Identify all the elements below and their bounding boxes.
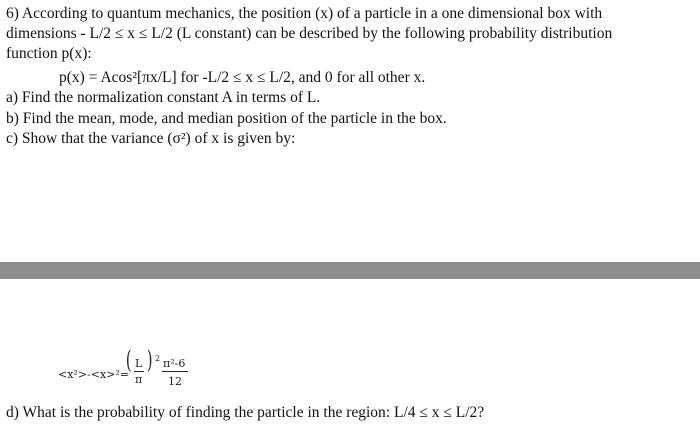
formula-left-paren: ( <box>125 346 132 374</box>
formula-fraction-bar <box>162 371 188 372</box>
formula-pi: π <box>135 373 143 386</box>
pdf-definition: p(x) = Acos²[πx/L] for -L/2 ≤ x ≤ L/2, and 0 for all other x. <box>59 69 426 86</box>
formula-L: L <box>135 357 143 370</box>
part-c: c) Show that the variance (σ²) of x is given by: <box>6 130 296 147</box>
formula-inner-fraction-bar <box>134 371 144 372</box>
part-d: d) What is the probability of finding the particle in the region: L/4 ≤ x ≤ L/2? <box>6 404 485 421</box>
formula-square: 2 <box>155 354 161 363</box>
formula-lhs: <x²>-<x>²= <box>58 368 130 381</box>
intro-line-3: function p(x): <box>6 45 92 62</box>
intro-line-1: 6) According to quantum mechanics, the position (x) of a particle in a one dimensional box with <box>6 5 603 22</box>
formula-right-paren: ) <box>146 346 153 374</box>
intro-line-2: dimensions - L/2 ≤ x ≤ L/2 (L constant) can be described by the following probability distribution <box>6 25 613 42</box>
part-a: a) Find the normalization constant A in terms of L. <box>6 89 321 106</box>
part-b: b) Find the mean, mode, and median position of the particle in the box. <box>6 110 447 127</box>
formula-denominator: 12 <box>168 375 182 388</box>
separator-band <box>0 262 700 279</box>
formula-numerator: π²-6 <box>163 357 186 370</box>
